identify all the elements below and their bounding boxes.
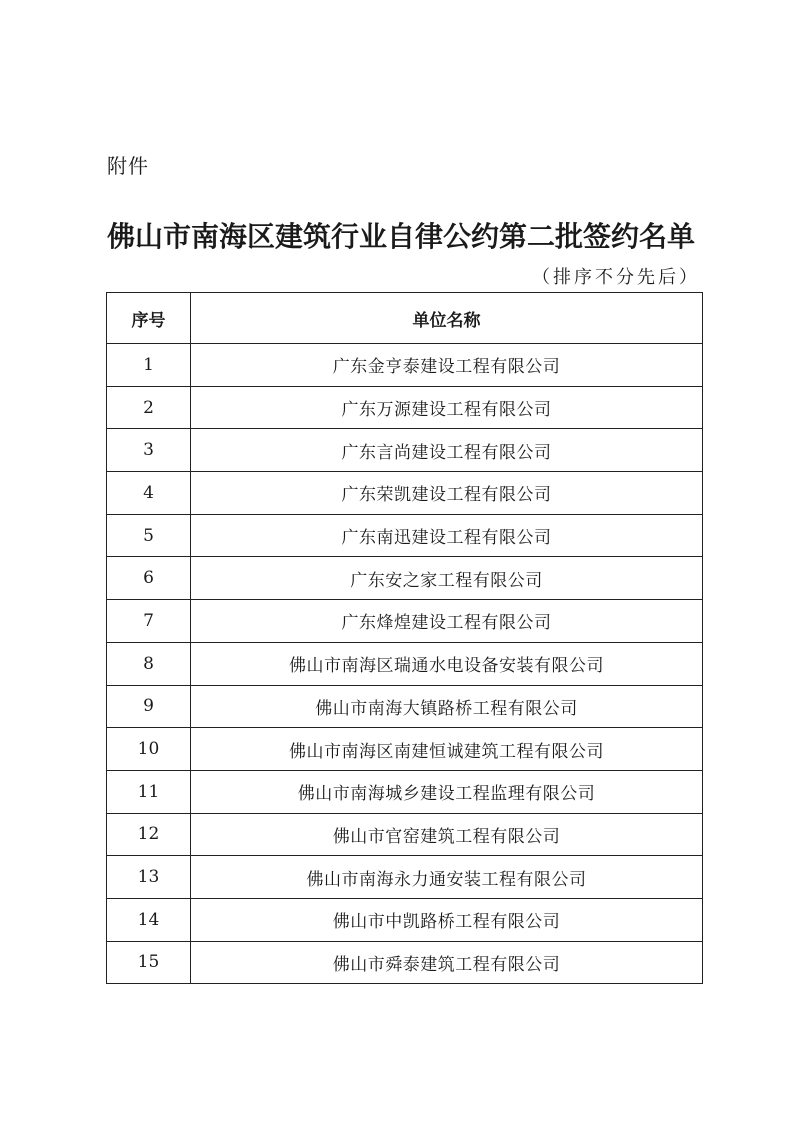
table-body: [107, 344, 703, 984]
row-seq: 12: [107, 813, 191, 856]
row-company-name: 广东金亨泰建设工程有限公司: [191, 344, 703, 387]
header-seq: 序号: [107, 293, 191, 344]
table-row: [107, 728, 703, 771]
row-seq: 7: [107, 600, 191, 643]
row-company-name: 佛山市南海城乡建设工程监理有限公司: [191, 770, 703, 813]
table-row: [107, 856, 703, 899]
row-seq: 11: [107, 770, 191, 813]
row-seq: 14: [107, 898, 191, 941]
table-row: [107, 344, 703, 387]
table-header-row: [107, 293, 703, 344]
row-seq: 3: [107, 429, 191, 472]
row-company-name: 广东荣凯建设工程有限公司: [191, 472, 703, 515]
row-seq: 6: [107, 557, 191, 600]
signatory-table: [106, 292, 703, 984]
order-note: （排序不分先后）: [532, 267, 700, 288]
table-row: [107, 770, 703, 813]
table-row: [107, 600, 703, 643]
row-company-name: 广东言尚建设工程有限公司: [191, 429, 703, 472]
table-row: [107, 941, 703, 984]
row-company-name: 广东万源建设工程有限公司: [191, 386, 703, 429]
row-company-name: 佛山市南海区南建恒诚建筑工程有限公司: [191, 728, 703, 771]
table-row: [107, 472, 703, 515]
row-company-name: 佛山市南海大镇路桥工程有限公司: [191, 685, 703, 728]
table-row: [107, 557, 703, 600]
table-row: [107, 386, 703, 429]
table-row: [107, 685, 703, 728]
row-company-name: 佛山市中凯路桥工程有限公司: [191, 898, 703, 941]
row-company-name: 佛山市南海区瑞通水电设备安装有限公司: [191, 642, 703, 685]
document-title: 佛山市南海区建筑行业自律公约第二批签约名单: [107, 220, 696, 253]
row-company-name: 佛山市官窑建筑工程有限公司: [191, 813, 703, 856]
row-company-name: 广东安之家工程有限公司: [191, 557, 703, 600]
row-seq: 2: [107, 386, 191, 429]
row-seq: 15: [107, 941, 191, 984]
row-seq: 4: [107, 472, 191, 515]
row-seq: 5: [107, 514, 191, 557]
row-seq: 8: [107, 642, 191, 685]
attachment-label: 附件: [107, 154, 149, 178]
table-row: [107, 642, 703, 685]
table-row: [107, 429, 703, 472]
row-company-name: 广东烽煌建设工程有限公司: [191, 600, 703, 643]
row-seq: 13: [107, 856, 191, 899]
header-name: 单位名称: [191, 293, 703, 344]
row-company-name: 佛山市舜泰建筑工程有限公司: [191, 941, 703, 984]
table-row: [107, 898, 703, 941]
table-row: [107, 813, 703, 856]
row-company-name: 佛山市南海永力通安装工程有限公司: [191, 856, 703, 899]
row-seq: 1: [107, 344, 191, 387]
row-company-name: 广东南迅建设工程有限公司: [191, 514, 703, 557]
row-seq: 10: [107, 728, 191, 771]
table-row: [107, 514, 703, 557]
row-seq: 9: [107, 685, 191, 728]
